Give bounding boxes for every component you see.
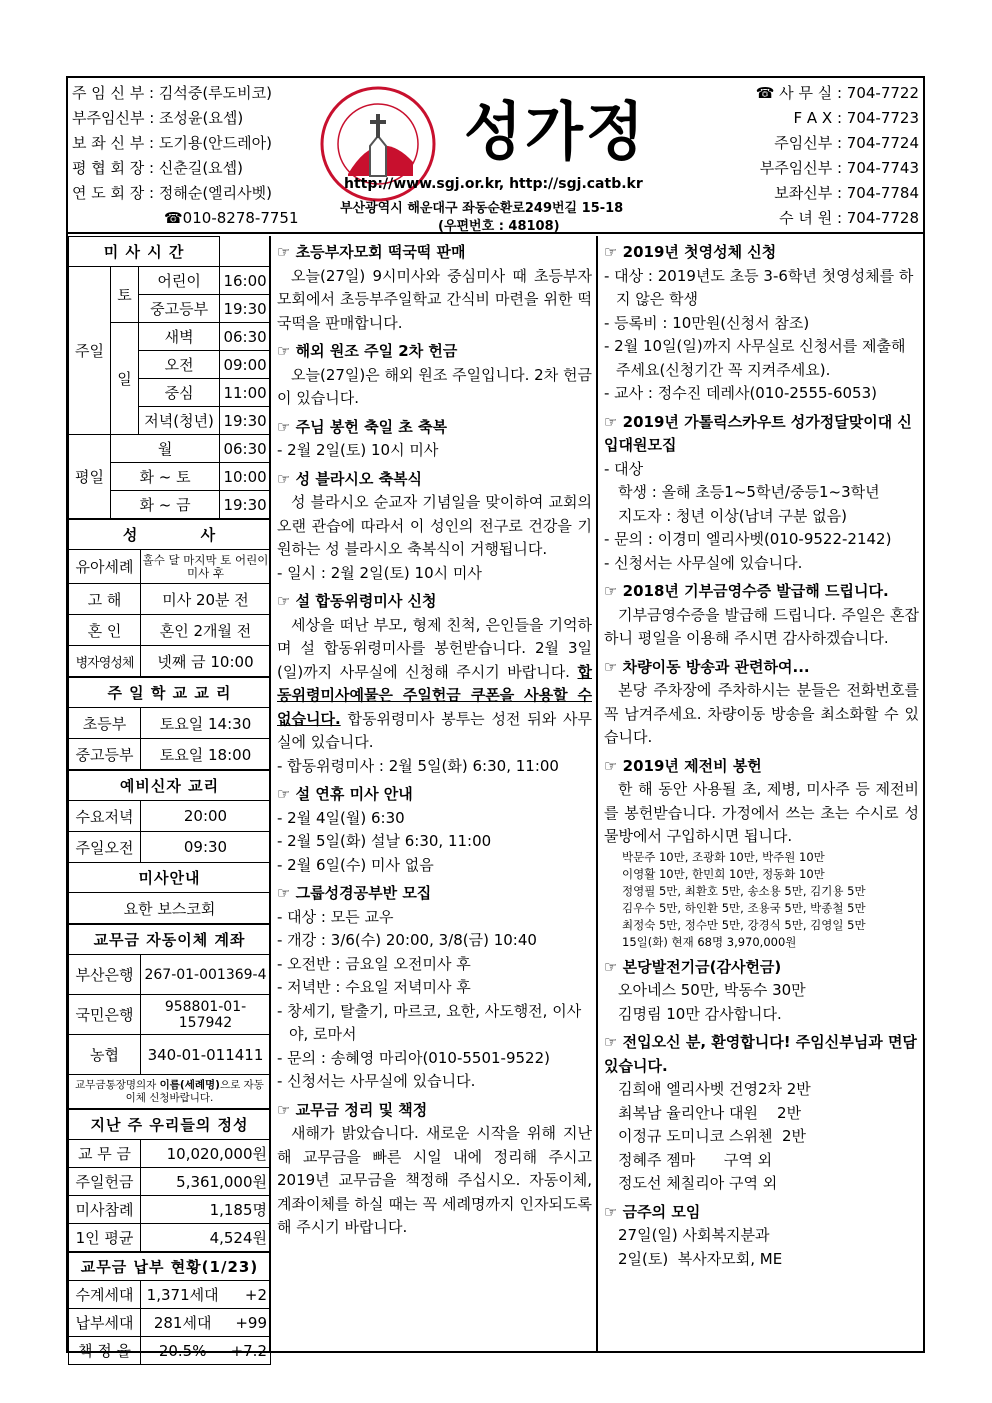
article-heading: ☞ 2019년 첫영성체 신청 <box>604 243 777 261</box>
article-item: - 신청서는 사무실에 있습니다. <box>604 553 803 572</box>
bank-note <box>69 1075 271 1109</box>
sacrament-name: 병자영성체 <box>69 646 141 677</box>
status-value: 1,371세대 <box>141 1281 225 1309</box>
article-item: - 대상 : 2019년도 초등 3-6학년 첫영성체를 하지 않은 학생 <box>604 266 914 308</box>
class-name: 수요저녁 <box>69 801 141 832</box>
catechumen-table <box>68 770 271 924</box>
article-body: 성 블라시오 순교자 기념일을 맞이하여 교회의 오랜 관습에 따라서 이 성인의 전구로 건강을 기원하는 성 블라시오 축복식이 거행됩니다. <box>277 493 592 558</box>
article-scouts <box>600 411 923 576</box>
class-time: 20:00 <box>141 801 271 832</box>
article-item: - 문의 : 송혜영 마리아(010-5501-9522) <box>277 1048 550 1067</box>
offering-label: 교 무 금 <box>69 1140 141 1168</box>
mass-name: 중고등부 <box>139 295 220 323</box>
article-body: 본당 주차장에 주차하시는 분들은 전화번호를 꼭 남겨주세요. 차량이동 방송을 최소화할 수 있습니다. <box>604 681 919 746</box>
associate-pastor-line: 부주임신부 : 조성윤(요셉) <box>72 109 244 127</box>
article-body: 오늘(27일)은 해외 원조 주일입니다. 2차 헌금이 있습니다. <box>277 365 592 407</box>
offering-title: 지난 주 우리들의 정성 <box>69 1110 271 1140</box>
article-item: 지도자 : 청년 이상(남녀 구분 없음) <box>618 506 847 525</box>
bank-note-text: 교무금통장명의자 <box>75 1078 160 1091</box>
donor-line: 박문주 10만, 조광화 10만, 박주원 10만 <box>622 849 825 864</box>
article-heading: ☞ 전입오신 분, 환영합니다! 주임신부님과 면담 있습니다. <box>604 1033 917 1075</box>
article-heading: ☞ 주님 봉헌 축일 초 축복 <box>277 417 447 436</box>
sacraments-table <box>68 519 271 677</box>
article-item: - 등록비 : 10만원(신청서 참조) <box>604 313 810 332</box>
church-title: 성가정 <box>464 95 647 169</box>
offering-value: 5,361,000원 <box>141 1168 271 1196</box>
article-heading: ☞ 본당발전기금(감사헌금) <box>604 957 782 976</box>
donor-line: 최정숙 5만, 정수만 5만, 강경식 5만, 김영일 5만 <box>622 917 866 932</box>
assistant-priest-line: 보 좌 신 부 : 도기용(안드레아) <box>72 134 272 152</box>
saturday-label: 토 <box>111 267 139 323</box>
status-label: 납부세대 <box>69 1309 141 1337</box>
mass-name: 화 ~ 금 <box>111 491 220 519</box>
article-heading: ☞ 초등부자모회 떡국떡 판매 <box>277 243 466 261</box>
article-item: - 2월 6일(수) 미사 없음 <box>277 855 434 874</box>
article-item: - 2월 2일(토) 10시 미사 <box>277 441 439 459</box>
article-heading: ☞ 설 합동위령미사 신청 <box>277 592 437 610</box>
mass-name: 화 ~ 토 <box>111 463 220 491</box>
pastor-line: 주 임 신 부 : 김석중(루도비코) <box>72 84 272 102</box>
donor-line: 정영필 5만, 최환호 5만, 송소용 5만, 김기용 5만 <box>622 883 866 898</box>
bank-accounts-title: 교무금 자동이체 계좌 <box>69 925 271 955</box>
article-first-communion <box>600 241 923 406</box>
offering-value: 1,185명 <box>141 1196 271 1224</box>
school-time: 토요일 18:00 <box>141 739 271 770</box>
article-item: - 창세기, 탈출기, 마르코, 요한, 사도행전, 이사야, 로마서 <box>277 1001 582 1043</box>
article-item: 학생 : 올해 초등1~5학년/중등1~3학년 <box>618 483 880 501</box>
sunday-school-title: 주 일 학 교 교 리 <box>69 678 271 708</box>
meeting-line: 27일(일) 사회복지분과 <box>618 1226 770 1244</box>
article-holiday-mass <box>273 783 596 877</box>
article-item: - 2월 10일(일)까지 사무실로 신청서를 제출해 주세요(신청기간 꼭 지켜주세요). <box>604 337 906 379</box>
bank-account: 340-01-011411 <box>141 1035 271 1075</box>
pastor-phone: 주임신부 : 704-7724 <box>774 134 919 152</box>
offering-label: 미사참례 <box>69 1196 141 1224</box>
mass-name: 저녁(청년) <box>139 407 220 435</box>
article-heading: ☞ 그룹성경공부반 모집 <box>277 884 432 902</box>
article-item: - 합동위령미사 : 2월 5일(화) 6:30, 11:00 <box>277 756 559 775</box>
article-heading: ☞ 성 블라시오 축복식 <box>277 469 423 488</box>
article-heading: ☞ 차량이동 방송과 관련하여... <box>604 657 810 676</box>
mass-time: 10:00 <box>220 463 271 491</box>
article-rice-cake-sale <box>273 241 596 335</box>
article-heading: ☞ 해외 원조 주일 2차 헌금 <box>277 342 458 360</box>
article-text: 세상을 떠난 부모, 형제 친척, 은인들을 기억하며 설 합동위령미사를 봉헌받습니다. 2월 3일(일)까지 사무실에 신청해 주시기 바랍니다. <box>277 615 592 681</box>
article-development-fund <box>600 956 923 1027</box>
mass-time: 19:30 <box>220 407 271 435</box>
school-name: 초등부 <box>69 708 141 739</box>
donor-line: 이영활 10만, 한민희 10만, 정동화 10만 <box>622 866 825 881</box>
associate-phone: 부주임신부 : 704-7743 <box>759 159 919 177</box>
offering-value: 4,524원 <box>141 1224 271 1252</box>
article-item: - 개강 : 3/6(수) 20:00, 3/8(금) 10:40 <box>277 931 537 949</box>
article-text: 합동위령미사 봉투는 성전 뒤와 사무실에 있습니다. <box>277 709 592 751</box>
article-bible-study <box>273 882 596 1094</box>
article-body: 오늘(27일) 9시미사와 중심미사 때 초등부자모회에서 초등부주일학교 간식비 마련을 위한 떡국떡을 판매합니다. <box>277 266 592 332</box>
assistant-phone: 보좌신부 : 704-7784 <box>774 184 919 202</box>
council-president-line: 평 협 회 장 : 신춘길(요셉) <box>72 159 244 177</box>
class-time: 09:30 <box>141 832 271 863</box>
mass-schedule-table <box>68 236 271 519</box>
school-time: 토요일 14:30 <box>141 708 271 739</box>
article-st-blaise <box>273 468 596 586</box>
mass-schedule-title: 미 사 시 간 <box>69 237 220 267</box>
postal-code: (우편번호 : 48108) <box>438 219 560 234</box>
status-value: 281세대 <box>141 1309 225 1337</box>
mass-time: 06:30 <box>220 323 271 351</box>
article-item: - 저녁반 : 수요일 저녁미사 후 <box>277 978 471 996</box>
article-item: - 오전반 : 금요일 오전미사 후 <box>277 954 471 973</box>
convent-phone: 수 녀 원 : 704-7728 <box>779 209 919 227</box>
bank-account: 267-01-001369-4 <box>141 955 271 995</box>
article-body <box>277 614 592 755</box>
yeondo-president-line: 연 도 회 장 : 정해순(엘리사벳) <box>72 184 272 202</box>
sacrament-time: 홀수 달 마지막 토 어린이 미사 후 <box>141 550 271 584</box>
bank-accounts-table <box>68 924 271 1109</box>
mass-time: 09:00 <box>220 351 271 379</box>
sacrament-name: 유아세례 <box>69 550 141 584</box>
sunday-school-table <box>68 677 271 770</box>
bank-name: 농협 <box>69 1035 141 1075</box>
article-item: 김명림 10만 감사합니다. <box>618 1004 782 1023</box>
article-overseas-aid <box>273 340 596 411</box>
mass-time: 06:30 <box>220 435 271 463</box>
article-donation-receipt <box>600 580 923 651</box>
sacrament-time: 미사 20분 전 <box>141 584 271 615</box>
article-heading: ☞ 2018년 기부금영수증 발급해 드립니다. <box>604 582 889 600</box>
office-phone: ☎ 사 무 실 : 704-7722 <box>755 84 919 102</box>
bank-name: 국민은행 <box>69 995 141 1035</box>
dues-status-table <box>68 1252 271 1365</box>
article-item: - 문의 : 이경미 엘리사벳(010-9522-2142) <box>604 530 892 548</box>
offering-table <box>68 1109 271 1252</box>
article-heading: ☞ 2019년 제전비 봉헌 <box>604 756 762 775</box>
mass-time: 19:30 <box>220 295 271 323</box>
article-candle-blessing <box>273 416 596 463</box>
bank-note-bold: 이름(세례명) <box>159 1078 220 1091</box>
article-body: 새해가 밝았습니다. 새로운 시작을 위해 지난해 교무금을 빠른 시일 내에 정리해 주시고 2019년 교무금을 책정해 주십시오. 자동이체, 계좌이체를 하실 때는 꼭 세례명까지 인자되도록 해 주시기 바랍니다. <box>277 1124 592 1236</box>
sacraments-title: 성 사 <box>69 520 271 550</box>
mass-name: 중심 <box>139 379 220 407</box>
donor-total: 15일(화) 현재 68명 3,970,000원 <box>622 934 797 949</box>
meeting-line: 2일(토) 복사자모회, ME <box>618 1249 783 1268</box>
dues-status-title: 교무금 납부 현황(1/23) <box>69 1253 271 1281</box>
article-item: - 교사 : 정수진 데레사(010-2555-6053) <box>604 384 877 402</box>
status-change: +2 <box>224 1281 270 1309</box>
status-value: 20.5% <box>141 1337 225 1365</box>
article-item: - 2월 5일(화) 설날 6:30, 11:00 <box>277 832 492 850</box>
newcomer-line: 김희애 엘리사벳 건영2차 2반 <box>618 1080 811 1098</box>
phone-line: ☎010-8278-7751 <box>164 209 299 227</box>
article-memorial-mass <box>273 590 596 778</box>
newcomer-line: 정혜주 젬마 구역 외 <box>618 1150 773 1169</box>
article-item: - 2월 4일(월) 6:30 <box>277 808 405 827</box>
sacrament-name: 혼 인 <box>69 615 141 646</box>
mass-time: 16:00 <box>220 267 271 295</box>
school-name: 중고등부 <box>69 739 141 770</box>
status-label: 수계세대 <box>69 1281 141 1309</box>
article-parking <box>600 656 923 750</box>
article-item: 오아네스 50만, 박동수 30만 <box>618 981 806 999</box>
article-heading: ☞ 금주의 모임 <box>604 1202 701 1221</box>
article-emphasis: 합동위령미사예물은 주일헌금 쿠폰을 사용할 수 없습니다. <box>277 662 592 728</box>
bank-name: 부산은행 <box>69 955 141 995</box>
offering-label: 주일헌금 <box>69 1168 141 1196</box>
right-column <box>600 236 923 1353</box>
left-column <box>68 236 271 1360</box>
weekday-label: 평일 <box>69 435 111 519</box>
address: 부산광역시 해운대구 좌동순환로249번길 15-18 <box>340 201 624 216</box>
sacrament-time: 혼인 2개월 전 <box>141 615 271 646</box>
article-newcomers <box>600 1031 923 1196</box>
article-item: - 신청서는 사무실에 있습니다. <box>277 1072 476 1090</box>
status-change: +99 <box>224 1309 270 1337</box>
donor-line: 김우수 5만, 하인환 5만, 조용국 5만, 박종철 5만 <box>622 900 866 915</box>
article-item: - 대상 : 모든 교우 <box>277 907 394 926</box>
sunday-label: 주일 <box>69 267 111 435</box>
class-name: 주일오전 <box>69 832 141 863</box>
bank-note-text: 으로 자동이체 신청바랍니다. <box>125 1078 264 1104</box>
newcomer-line: 최복남 율리안나 대원 2반 <box>618 1103 802 1122</box>
status-label: 책 정 율 <box>69 1337 141 1365</box>
bank-account: 958801-01-157942 <box>141 995 271 1035</box>
offering-value: 10,020,000원 <box>141 1140 271 1168</box>
mass-name: 어린이 <box>139 267 220 295</box>
mass-time: 19:30 <box>220 491 271 519</box>
offering-label: 1인 평균 <box>69 1224 141 1252</box>
middle-column <box>273 236 598 1353</box>
newcomer-line: 이정규 도미니코 스위첸 2반 <box>618 1127 807 1145</box>
mass-time: 11:00 <box>220 379 271 407</box>
sunday-day-label: 일 <box>111 323 139 435</box>
sacrament-name: 고 해 <box>69 584 141 615</box>
article-item: - 대상 <box>604 459 644 478</box>
mass-guide-title: 미사안내 <box>69 863 271 893</box>
sacrament-time: 넷째 금 10:00 <box>141 646 271 677</box>
article-body: 한 해 동안 사용될 초, 제병, 미사주 등 제전비를 봉헌받습니다. 가정에서 쓰는 초는 수시로 성물방에서 구입하시면 됩니다. <box>604 780 919 845</box>
newcomer-line: 정도선 체칠리아 구역 외 <box>618 1174 778 1192</box>
website-links[interactable]: http://www.sgj.or.kr, http://sgj.catb.kr <box>344 176 643 192</box>
header <box>68 78 923 234</box>
article-item: - 일시 : 2월 2일(토) 10시 미사 <box>277 563 482 582</box>
mass-name: 새벽 <box>139 323 220 351</box>
catechumen-title: 예비신자 교리 <box>69 771 271 801</box>
fax-number: F A X : 704-7723 <box>793 109 919 127</box>
bulletin-page <box>66 76 925 1360</box>
article-heading: ☞ 설 연휴 미사 안내 <box>277 785 413 803</box>
article-meetings <box>600 1201 923 1272</box>
article-heading: ☞ 2019년 가톨릭스카우트 성가정달맞이대 신입대원모집 <box>604 412 912 454</box>
article-heading: ☞ 교무금 정리 및 책정 <box>277 1100 428 1119</box>
mass-guide-group: 요한 보스코회 <box>69 893 271 924</box>
article-altar-supplies <box>600 755 923 951</box>
mass-name: 오전 <box>139 351 220 379</box>
article-body: 기부금영수증을 발급해 드립니다. 주일은 혼잡하니 평일을 이용해 주시면 감사하겠습니다. <box>604 605 919 647</box>
article-dues <box>273 1099 596 1240</box>
mass-name: 월 <box>111 435 220 463</box>
status-change: +7.2 <box>224 1337 270 1365</box>
